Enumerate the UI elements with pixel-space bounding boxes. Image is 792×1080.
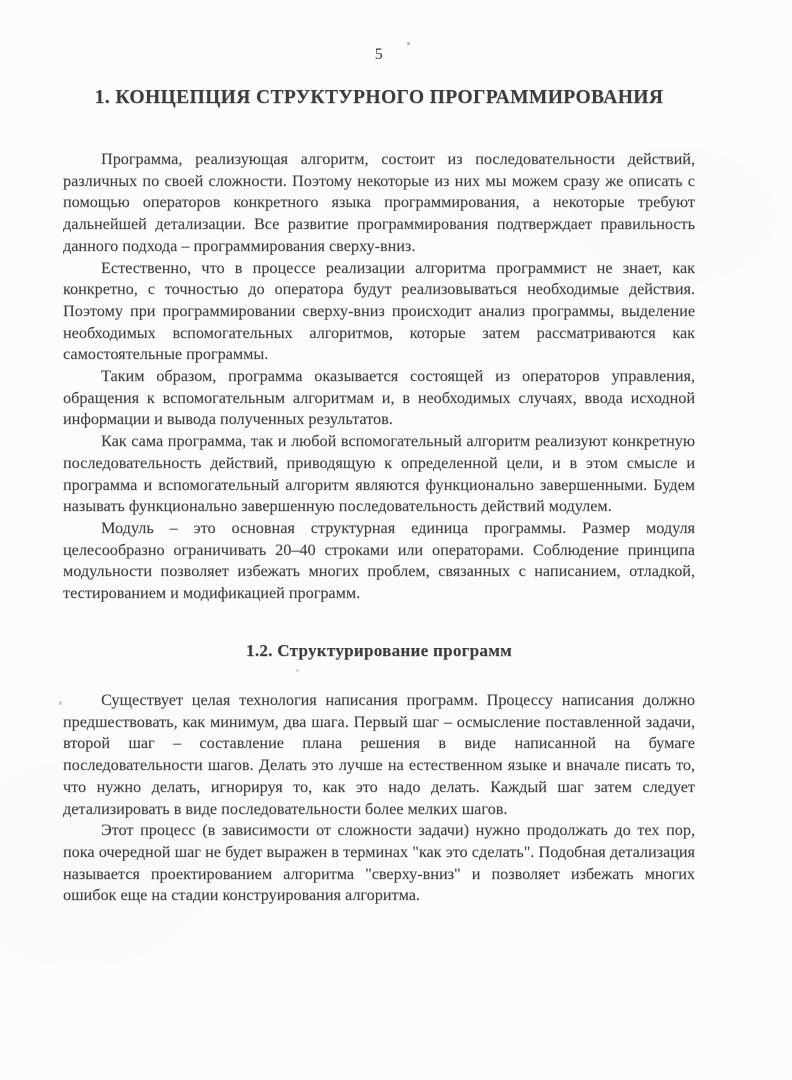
page-number: 5 — [374, 46, 384, 63]
paragraph: Существует целая технология написания программ. Процессу написания должно предшествовать, как минимум, два шага. Первый шаг – осмысление поставленной задачи, второй шаг – составление плана решения в виде написанной на бумаге последовательности шагов. Делать это лучше на естественном языке и вначале писать то, что нужно делать, игнорируя то, как это надо делать. Каждый шаг затем следует детализировать в виде последовательности более мелких шагов. — [63, 691, 695, 818]
paragraph: Таким образом, программа оказывается состоящей из операторов управления, обращения к вспомогательным алгоритмам и, в необходимых случаях, ввода исходной информации и вывода полученных результатов. — [63, 367, 695, 429]
paragraph: Модуль – это основная структурная единица программы. Размер модуля целесообразно ограничивать 20–40 строками или операторами. Соблюдение принципа модульности позволяет избежать многих проблем, связанных с написанием, отладкой, тестированием и модификацией программ. — [63, 518, 695, 603]
chapter-title: 1. КОНЦЕПЦИЯ СТРУКТУРНОГО ПРОГРАММИРОВАНИЯ — [94, 87, 664, 108]
paragraph: Естественно, что в процессе реализации алгоритма программист не знает, как конкретно, с точностью до оператора будут реализовываться необходимые действия. Поэтому при программировании сверху-вниз происходит анализ программы, выделение необходимых вспомогательных алгоритмов, которые затем рассматриваются как самостоятельные программы. — [63, 258, 695, 364]
paragraph: Этот процесс (в зависимости от сложности задачи) нужно продолжать до тех пор, пока очередной шаг не будет выражен в терминах "как это сделать". Подобная детализация называется проектированием алгоритма "сверху-вниз" и позволяет избежать многих ошибок еще на стадии конструирования алгоритма. — [63, 821, 695, 905]
scan-speck — [59, 701, 62, 705]
paragraph: Как сама программа, так и любой вспомогательный алгоритм реализуют конкретную последовательность действий, приводящую к определенной цели, и в этом смысле и программа и вспомогательный алгоритм являются функционально завершенными. Будем называть функционально завершенную последовательность действий модулем. — [63, 432, 695, 516]
scan-speck — [296, 669, 299, 672]
section-heading: 1.2. Структурирование программ — [246, 641, 512, 660]
section-body — [63, 690, 695, 907]
paragraph: Программа, реализующая алгоритм, состоит из последовательности действий, различных по своей сложности. Поэтому некоторые из них мы можем сразу же описать с помощью операторов конкретного языка программирования, а некоторые требуют дальнейшей детализации. Все развитие программирования подтверждает правильность данного подхода – программирования сверху-вниз. — [63, 150, 695, 255]
chapter-body — [63, 149, 695, 605]
scan-speck — [407, 42, 410, 45]
